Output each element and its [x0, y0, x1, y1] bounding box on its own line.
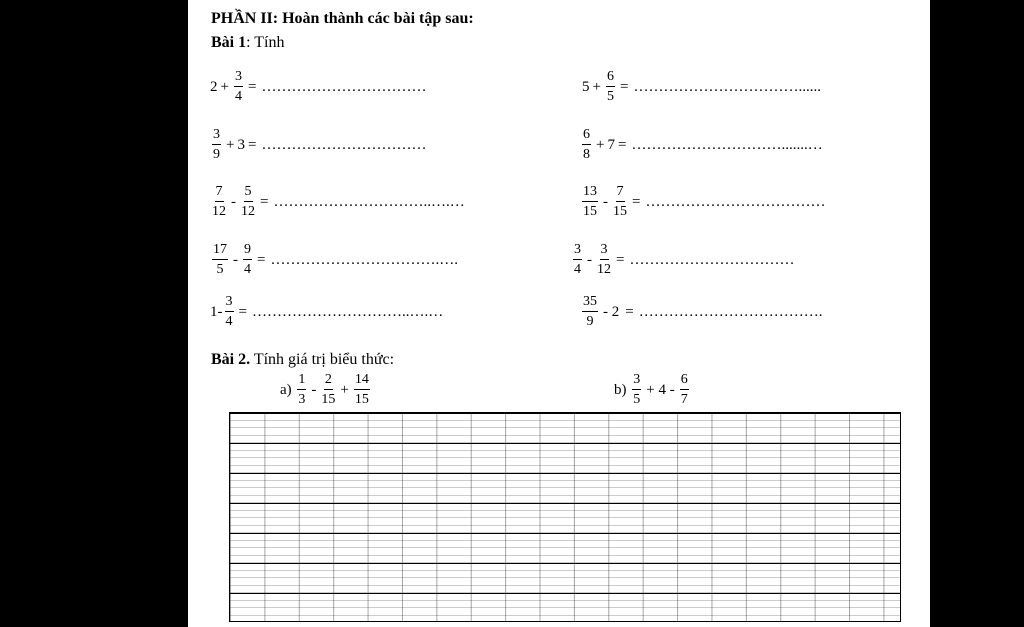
- expression-label: a): [280, 381, 292, 398]
- exercise-2-instruction: Tính giá trị biểu thức:: [250, 351, 395, 368]
- fraction: [321, 373, 335, 407]
- denominator: 9: [213, 147, 220, 162]
- equals: =: [238, 303, 247, 320]
- fraction: [297, 373, 306, 407]
- answer-blank[interactable]: …………………………….….: [270, 251, 458, 268]
- denominator: 8: [583, 147, 590, 162]
- fraction: [680, 373, 689, 407]
- numerator: 35: [582, 295, 598, 312]
- fraction: [597, 243, 611, 277]
- problem-10: [580, 295, 822, 329]
- problem-9: [210, 295, 443, 329]
- section-heading: PHẦN II: Hoàn thành các bài tập sau:: [211, 10, 474, 27]
- denominator: 12: [241, 204, 255, 219]
- problem-1: [210, 70, 426, 104]
- numerator: 7: [215, 185, 224, 202]
- equals: =: [247, 136, 257, 153]
- numerator: 5: [244, 185, 253, 202]
- answer-blank[interactable]: ……………………………….: [638, 303, 823, 320]
- fraction: [606, 70, 615, 104]
- exercise-1-instruction: : Tính: [246, 34, 285, 51]
- operator: +: [340, 381, 349, 398]
- denominator: 5: [606, 89, 614, 104]
- fraction: [225, 295, 234, 329]
- numerator: 6: [606, 70, 615, 87]
- operator: +: [220, 78, 229, 95]
- term: 7: [607, 136, 615, 153]
- operator: -: [311, 381, 317, 398]
- fraction: [613, 185, 627, 219]
- numerator: 6: [680, 373, 689, 390]
- operator: -: [587, 251, 592, 268]
- fraction: [632, 373, 641, 407]
- problem-5: [210, 185, 465, 219]
- denominator: 15: [613, 204, 627, 219]
- answer-blank[interactable]: ……………………………: [261, 78, 427, 95]
- problem-4: [580, 128, 823, 162]
- operator: +: [226, 136, 235, 153]
- fraction: [582, 185, 598, 219]
- operator: - 2: [603, 303, 620, 320]
- numerator: 9: [243, 243, 252, 260]
- fraction: [212, 185, 226, 219]
- equals: =: [257, 251, 266, 268]
- numerator: 17: [212, 243, 228, 260]
- numerator: 3: [225, 295, 234, 312]
- denominator: 5: [216, 262, 224, 277]
- exercise-1-title: [211, 34, 285, 52]
- answer-blank[interactable]: ……………………………......: [633, 78, 821, 95]
- numerator: 3: [600, 243, 609, 260]
- problem-2: [582, 70, 821, 104]
- denominator: 4: [574, 262, 581, 277]
- denominator: 12: [212, 204, 226, 219]
- answer-blank[interactable]: ………………………….......…: [631, 136, 823, 153]
- exercise-2-label: Bài 2.: [211, 351, 251, 368]
- answer-blank[interactable]: …………………………..….…: [251, 303, 444, 320]
- exercise-1-label: Bài 1: [211, 34, 247, 51]
- numerator: 7: [616, 185, 625, 202]
- equals: =: [247, 78, 257, 95]
- operator: -: [233, 251, 238, 268]
- worksheet-page: [188, 0, 930, 627]
- fraction: [354, 373, 370, 407]
- answer-blank[interactable]: ……………………………: [629, 251, 795, 268]
- numerator: 1: [297, 373, 306, 390]
- term: 1-: [210, 303, 223, 320]
- expression-label: b): [614, 381, 627, 398]
- numerator: 3: [573, 243, 582, 260]
- denominator: 15: [583, 204, 597, 219]
- operator: -: [603, 193, 608, 210]
- fraction: [573, 243, 582, 277]
- equals: =: [616, 251, 625, 268]
- denominator: 7: [680, 392, 688, 407]
- equals: =: [617, 136, 627, 153]
- fraction: [234, 70, 243, 104]
- denominator: 4: [225, 314, 233, 329]
- answer-blank[interactable]: …………………………..….…: [273, 193, 465, 210]
- operator: +: [596, 136, 605, 153]
- term: 3: [237, 136, 245, 153]
- denominator: 9: [586, 314, 594, 329]
- expression-a: [280, 373, 372, 407]
- writing-grid[interactable]: [229, 412, 901, 622]
- problem-7: [210, 243, 458, 277]
- operator: -: [231, 193, 236, 210]
- term: 5: [582, 78, 590, 95]
- term: 2: [210, 78, 218, 95]
- numerator: 3: [212, 128, 221, 145]
- fraction: [212, 128, 221, 162]
- equals: =: [619, 78, 629, 95]
- expression-b: [614, 373, 691, 407]
- fraction: [243, 243, 252, 277]
- answer-blank[interactable]: ………………………………: [645, 193, 826, 210]
- fraction: [582, 295, 598, 329]
- numerator: 2: [324, 373, 333, 390]
- numerator: 13: [582, 185, 598, 202]
- problem-6: [580, 185, 825, 219]
- answer-blank[interactable]: ……………………………: [261, 136, 427, 153]
- denominator: 4: [234, 89, 242, 104]
- denominator: 12: [597, 262, 611, 277]
- exercise-2-title: [211, 351, 394, 369]
- numerator: 6: [582, 128, 591, 145]
- numerator: 3: [632, 373, 641, 390]
- problem-3: [210, 128, 426, 162]
- numerator: 14: [354, 373, 370, 390]
- numerator: 3: [234, 70, 243, 87]
- fraction: [582, 128, 591, 162]
- equals: =: [632, 193, 641, 210]
- equals: =: [260, 193, 269, 210]
- denominator: 15: [354, 392, 369, 407]
- operator: + 4 -: [646, 381, 675, 398]
- fraction: [212, 243, 228, 277]
- denominator: 5: [633, 392, 641, 407]
- equals: =: [625, 303, 634, 320]
- problem-8: [571, 243, 794, 277]
- denominator: 3: [298, 392, 306, 407]
- denominator: 15: [321, 392, 336, 407]
- denominator: 4: [244, 262, 251, 277]
- operator: +: [592, 78, 601, 95]
- fraction: [241, 185, 255, 219]
